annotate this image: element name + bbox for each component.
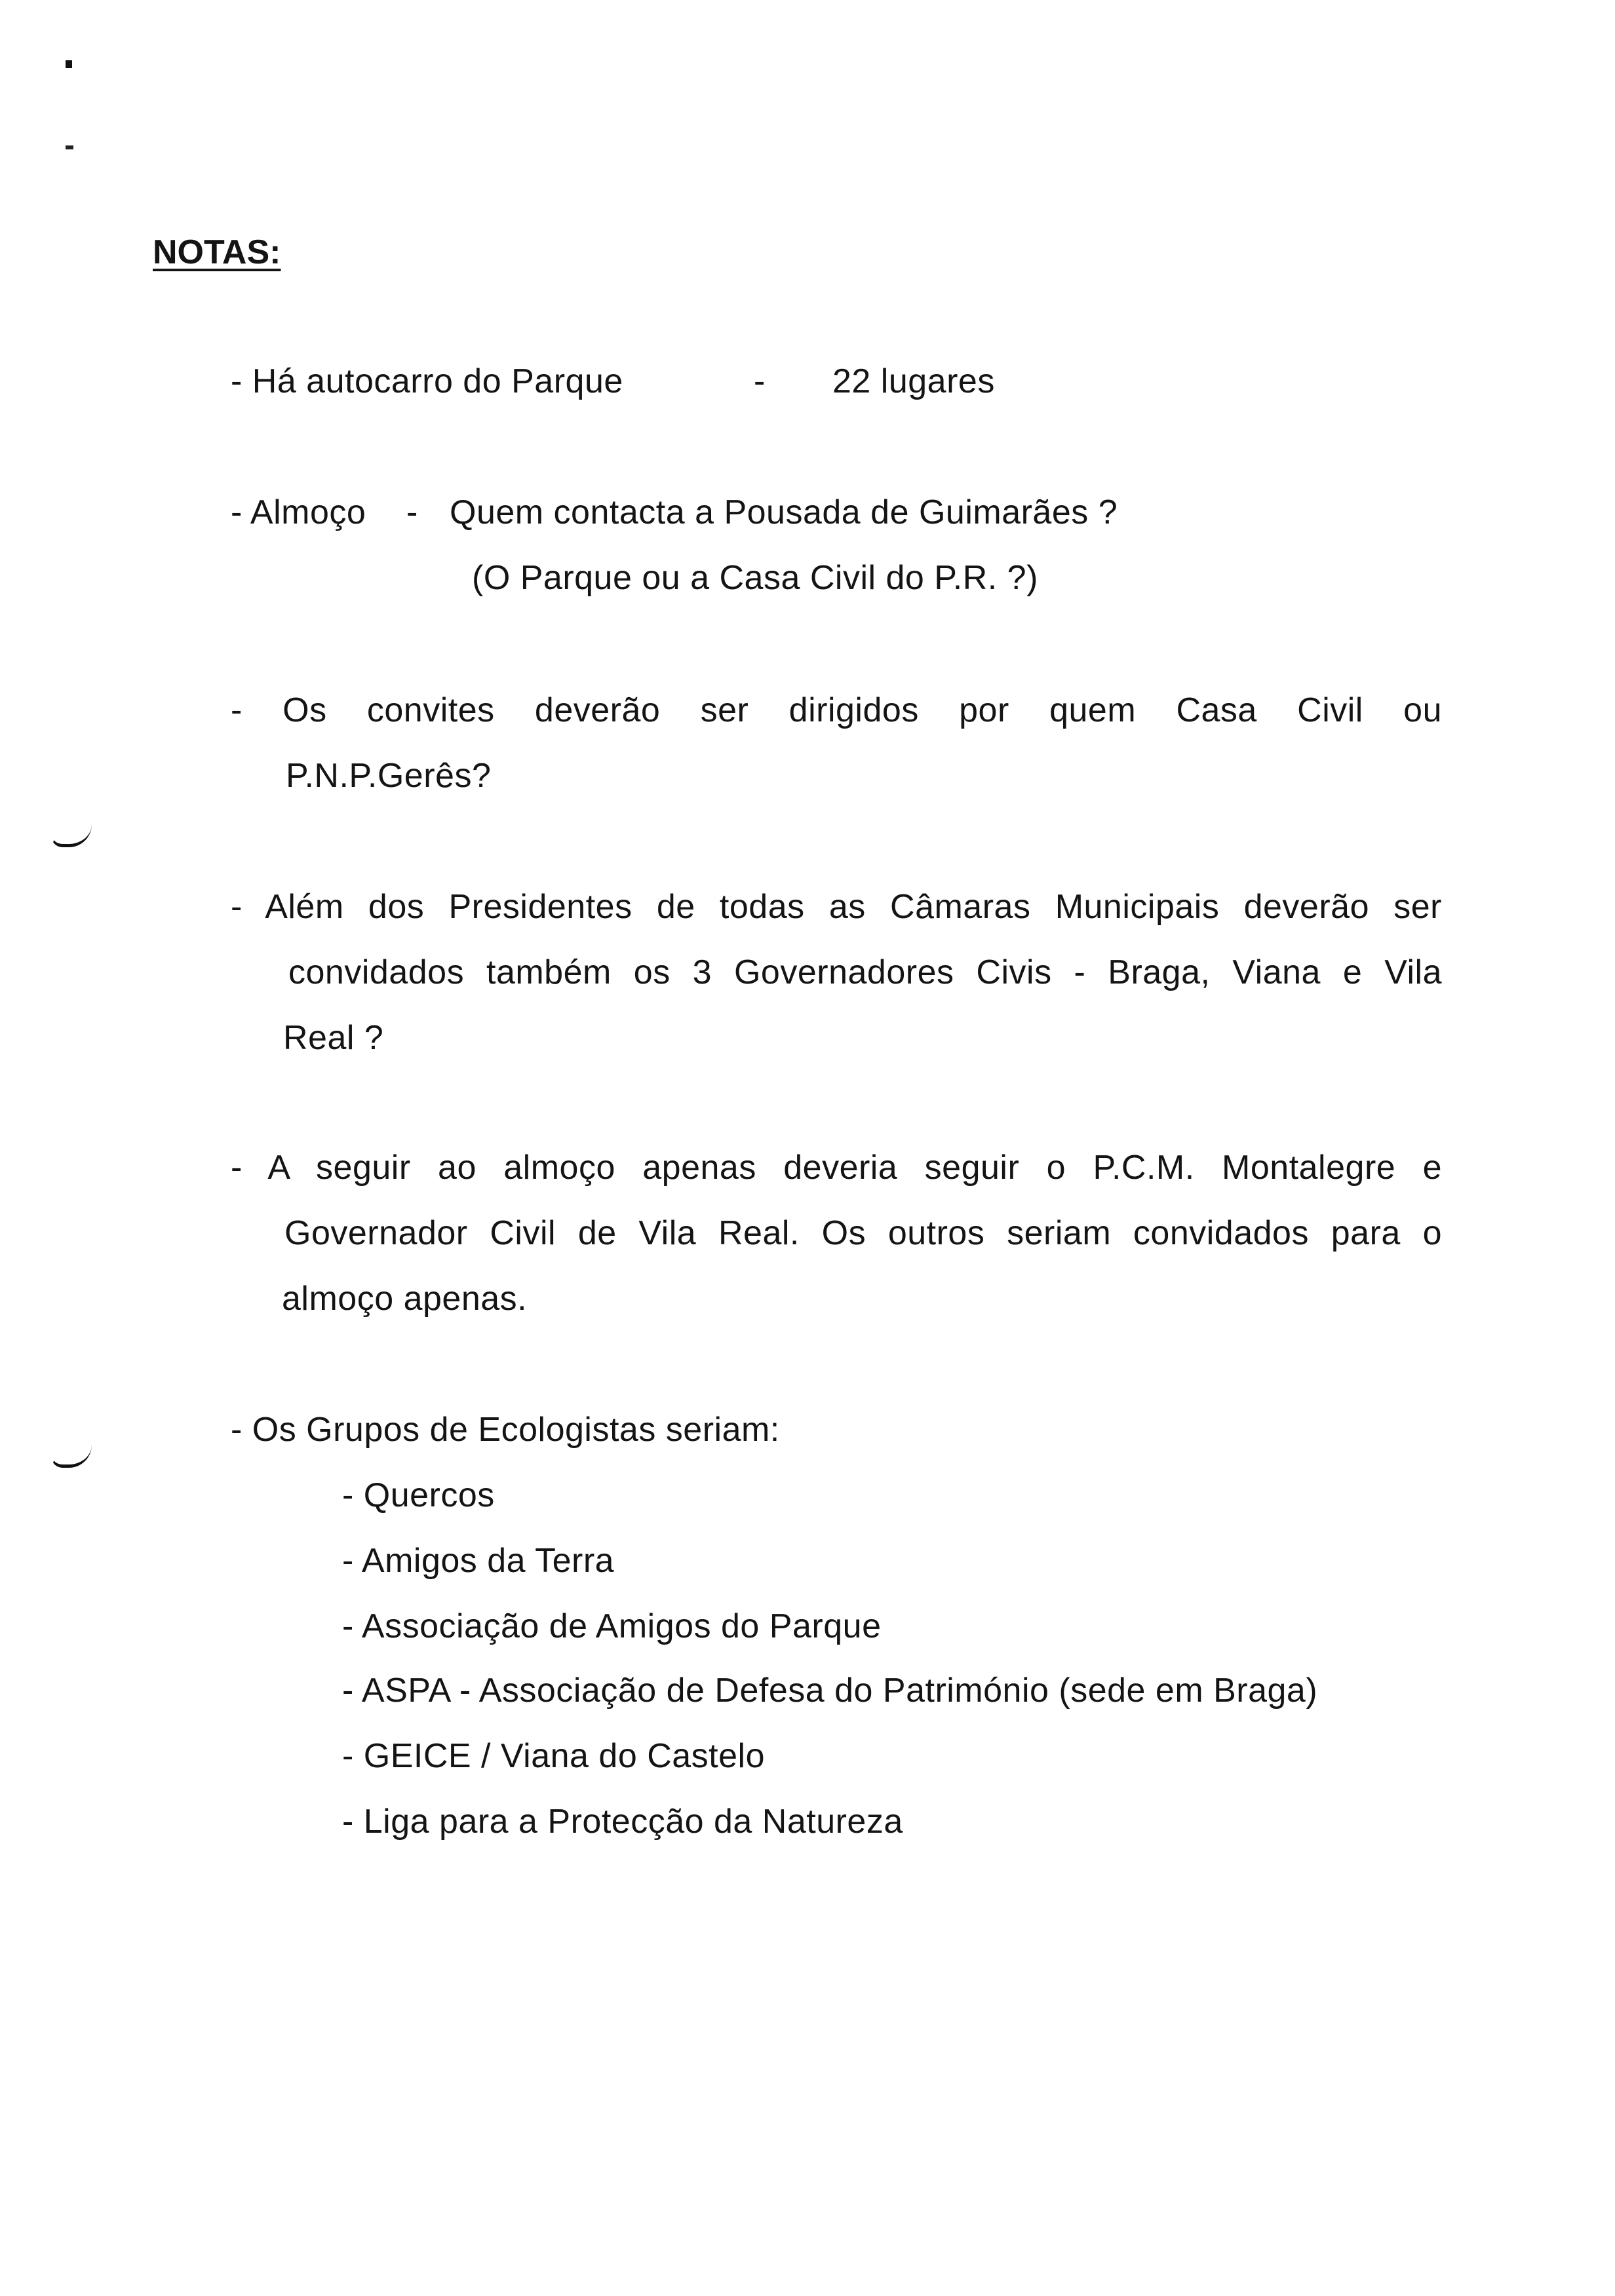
note-presidents-line: Real ? (283, 1019, 384, 1057)
ecology-group-item: - Liga para a Protecção da Natureza (342, 1803, 903, 1841)
note-lunch-separator: - (406, 493, 418, 531)
note-lunch-label: - Almoço (231, 493, 366, 531)
page-title: NOTAS: (153, 233, 281, 271)
note-invites-line: - Os convites deverão ser dirigidos por quem Casa Civil ou (231, 691, 1442, 729)
note-after-lunch-line: almoço apenas. (282, 1280, 528, 1318)
note-lunch-question: Quem contacta a Pousada de Guimarães ? (450, 493, 1118, 531)
ecology-group-item: - Amigos da Terra (342, 1542, 615, 1580)
note-after-lunch-line: - A seguir ao almoço apenas deveria seguir o P.C.M. Montalegre e (231, 1149, 1442, 1187)
note-after-lunch-line: Governador Civil de Vila Real. Os outros seriam convidados para o (284, 1214, 1442, 1252)
note-presidents-line: - Além dos Presidentes de todas as Câmaras Municipais deverão ser (231, 888, 1442, 926)
scan-mark (66, 145, 73, 149)
ecology-group-item: - GEICE / Viana do Castelo (342, 1737, 766, 1775)
note-bus-separator: - (754, 362, 766, 400)
note-bus-value: 22 lugares (832, 362, 995, 400)
ecology-group-item: - ASPA - Associação de Defesa do Património (sede em Braga) (342, 1672, 1318, 1710)
scan-mark (51, 824, 92, 847)
ecology-group-item: - Associação de Amigos do Parque (342, 1607, 882, 1645)
note-bus-item: - Há autocarro do Parque (231, 362, 623, 400)
ecology-group-item: - Quercos (342, 1476, 495, 1514)
note-lunch-sub: (O Parque ou a Casa Civil do P.R. ?) (472, 559, 1038, 597)
scan-mark (66, 60, 72, 68)
note-invites-line: P.N.P.Gerês? (286, 757, 492, 795)
note-presidents-line: convidados também os 3 Governadores Civis - Braga, Viana e Vila (288, 953, 1442, 991)
note-ecologists-intro: - Os Grupos de Ecologistas seriam: (231, 1411, 780, 1449)
scan-mark (51, 1445, 92, 1468)
